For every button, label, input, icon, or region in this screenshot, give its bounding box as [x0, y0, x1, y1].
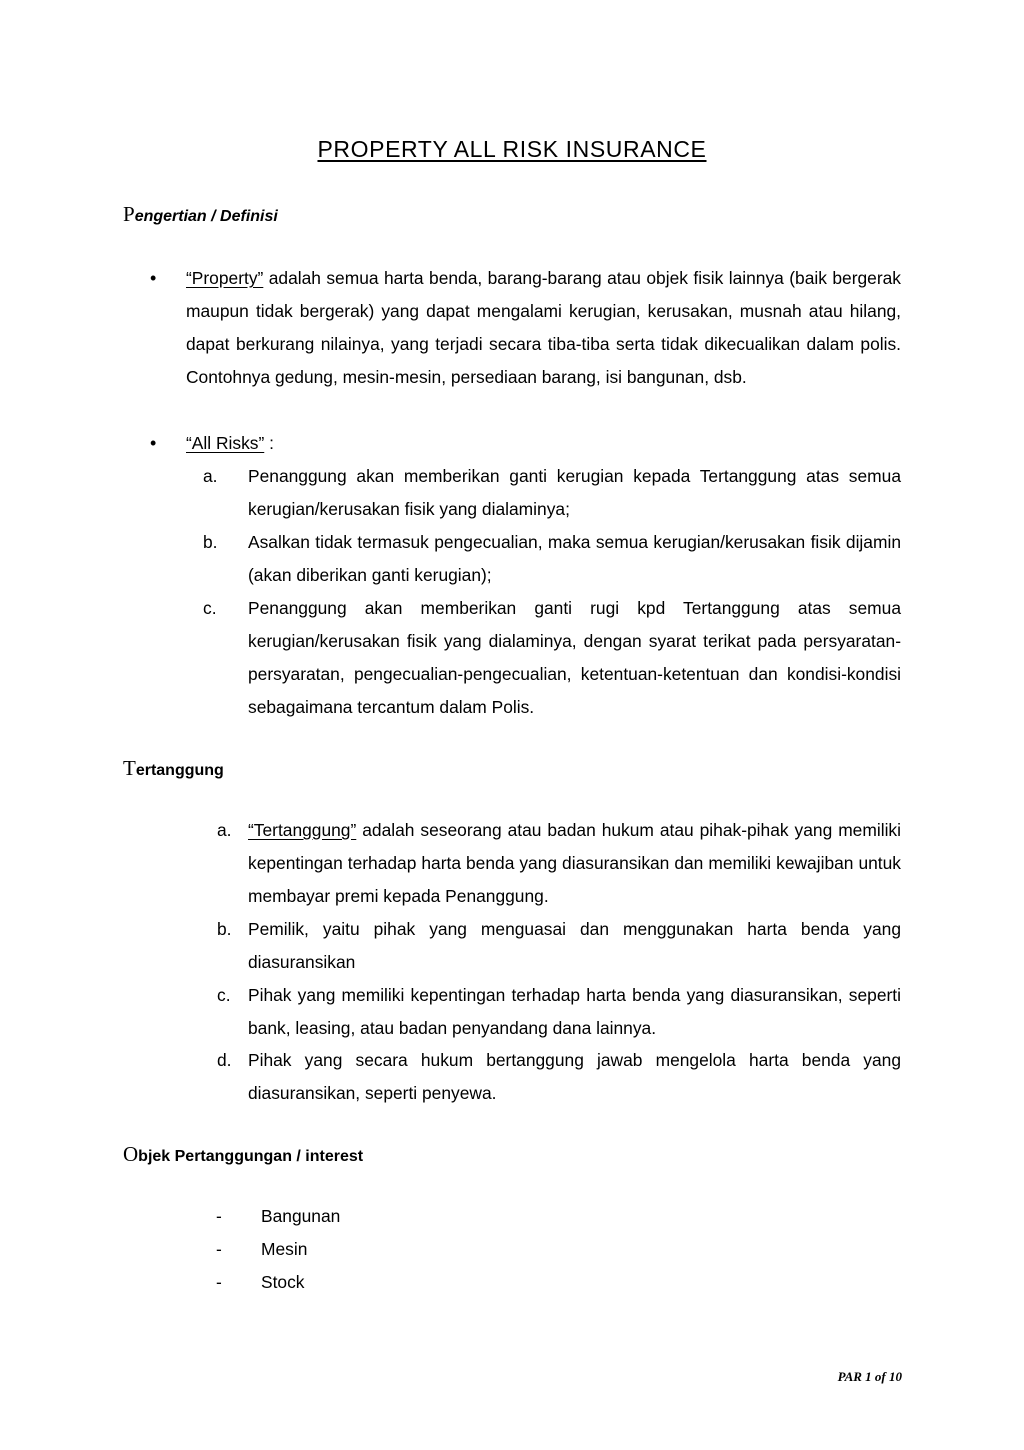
list-dash: -	[216, 1239, 222, 1259]
document-title: PROPERTY ALL RISK INSURANCE	[317, 136, 707, 162]
list-marker: b.	[203, 532, 218, 552]
definition-all-risks-heading: “All Risks” :	[186, 433, 274, 453]
list-marker: c.	[217, 985, 231, 1005]
section-heading-interest: Objek Pertanggungan / interest	[123, 1142, 364, 1166]
list-item: Mesin	[261, 1239, 308, 1259]
list-marker: a.	[217, 820, 232, 840]
definition-property-paragraph: “Property” adalah semua harta benda, barang-barang atau objek fisik lainnya (baik bergerak maupun tidak bergerak) yang dapat mengalami kerugian, kerusakan, musnah atau hilang, dapat berkurang nilainya, yang terjadi secara tiba-tiba serta tidak dikecualikan dalam polis. Contohnya gedung, mesin-mesin, persediaan barang, isi bangunan, dsb.	[186, 268, 901, 387]
list-item: Pihak yang secara hukum bertanggung jawab mengelola harta benda yang diasuransikan, seperti penyewa.	[248, 1050, 901, 1103]
list-marker: b.	[217, 919, 232, 939]
list-item: Pihak yang memiliki kepentingan terhadap harta benda yang diasuransikan, seperti bank, leasing, atau badan penyandang dana lainnya.	[248, 985, 901, 1038]
section-heading-definition: Pengertian / Definisi	[123, 202, 278, 226]
page-number-footer: PAR 1 of 10	[837, 1369, 902, 1384]
bullet-point: •	[150, 433, 157, 453]
list-dash: -	[216, 1272, 222, 1292]
list-item: Penanggung akan memberikan ganti kerugian kepada Tertanggung atas semua kerugian/kerusakan fisik yang dialaminya;	[248, 466, 901, 519]
list-item: Bangunan	[261, 1206, 341, 1226]
bullet-point: •	[150, 268, 157, 288]
list-item: Stock	[261, 1272, 305, 1292]
list-dash: -	[216, 1206, 222, 1226]
list-marker: d.	[217, 1050, 232, 1070]
list-item: Pemilik, yaitu pihak yang menguasai dan menggunakan harta benda yang diasuransikan	[248, 919, 901, 972]
list-marker: a.	[203, 466, 218, 486]
list-marker: c.	[203, 598, 217, 618]
list-item: “Tertanggung” adalah seseorang atau badan hukum atau pihak-pihak yang memiliki kepentingan terhadap harta benda yang diasuransikan dan memiliki kewajiban untuk membayar premi kepada Penanggung.	[248, 820, 901, 906]
list-item: Asalkan tidak termasuk pengecualian, maka semua kerugian/kerusakan fisik dijamin (akan diberikan ganti kerugian);	[248, 532, 901, 585]
section-heading-insured: Tertanggung	[123, 756, 224, 780]
list-item: Penanggung akan memberikan ganti rugi kpd Tertanggung atas semua kerugian/kerusakan fisik yang dialaminya, dengan syarat terikat pada persyaratan-persyaratan, pengecualian-pengecualian, ketentuan-ketentuan dan kondisi-kondisi sebagaimana tercantum dalam Polis.	[248, 598, 901, 717]
